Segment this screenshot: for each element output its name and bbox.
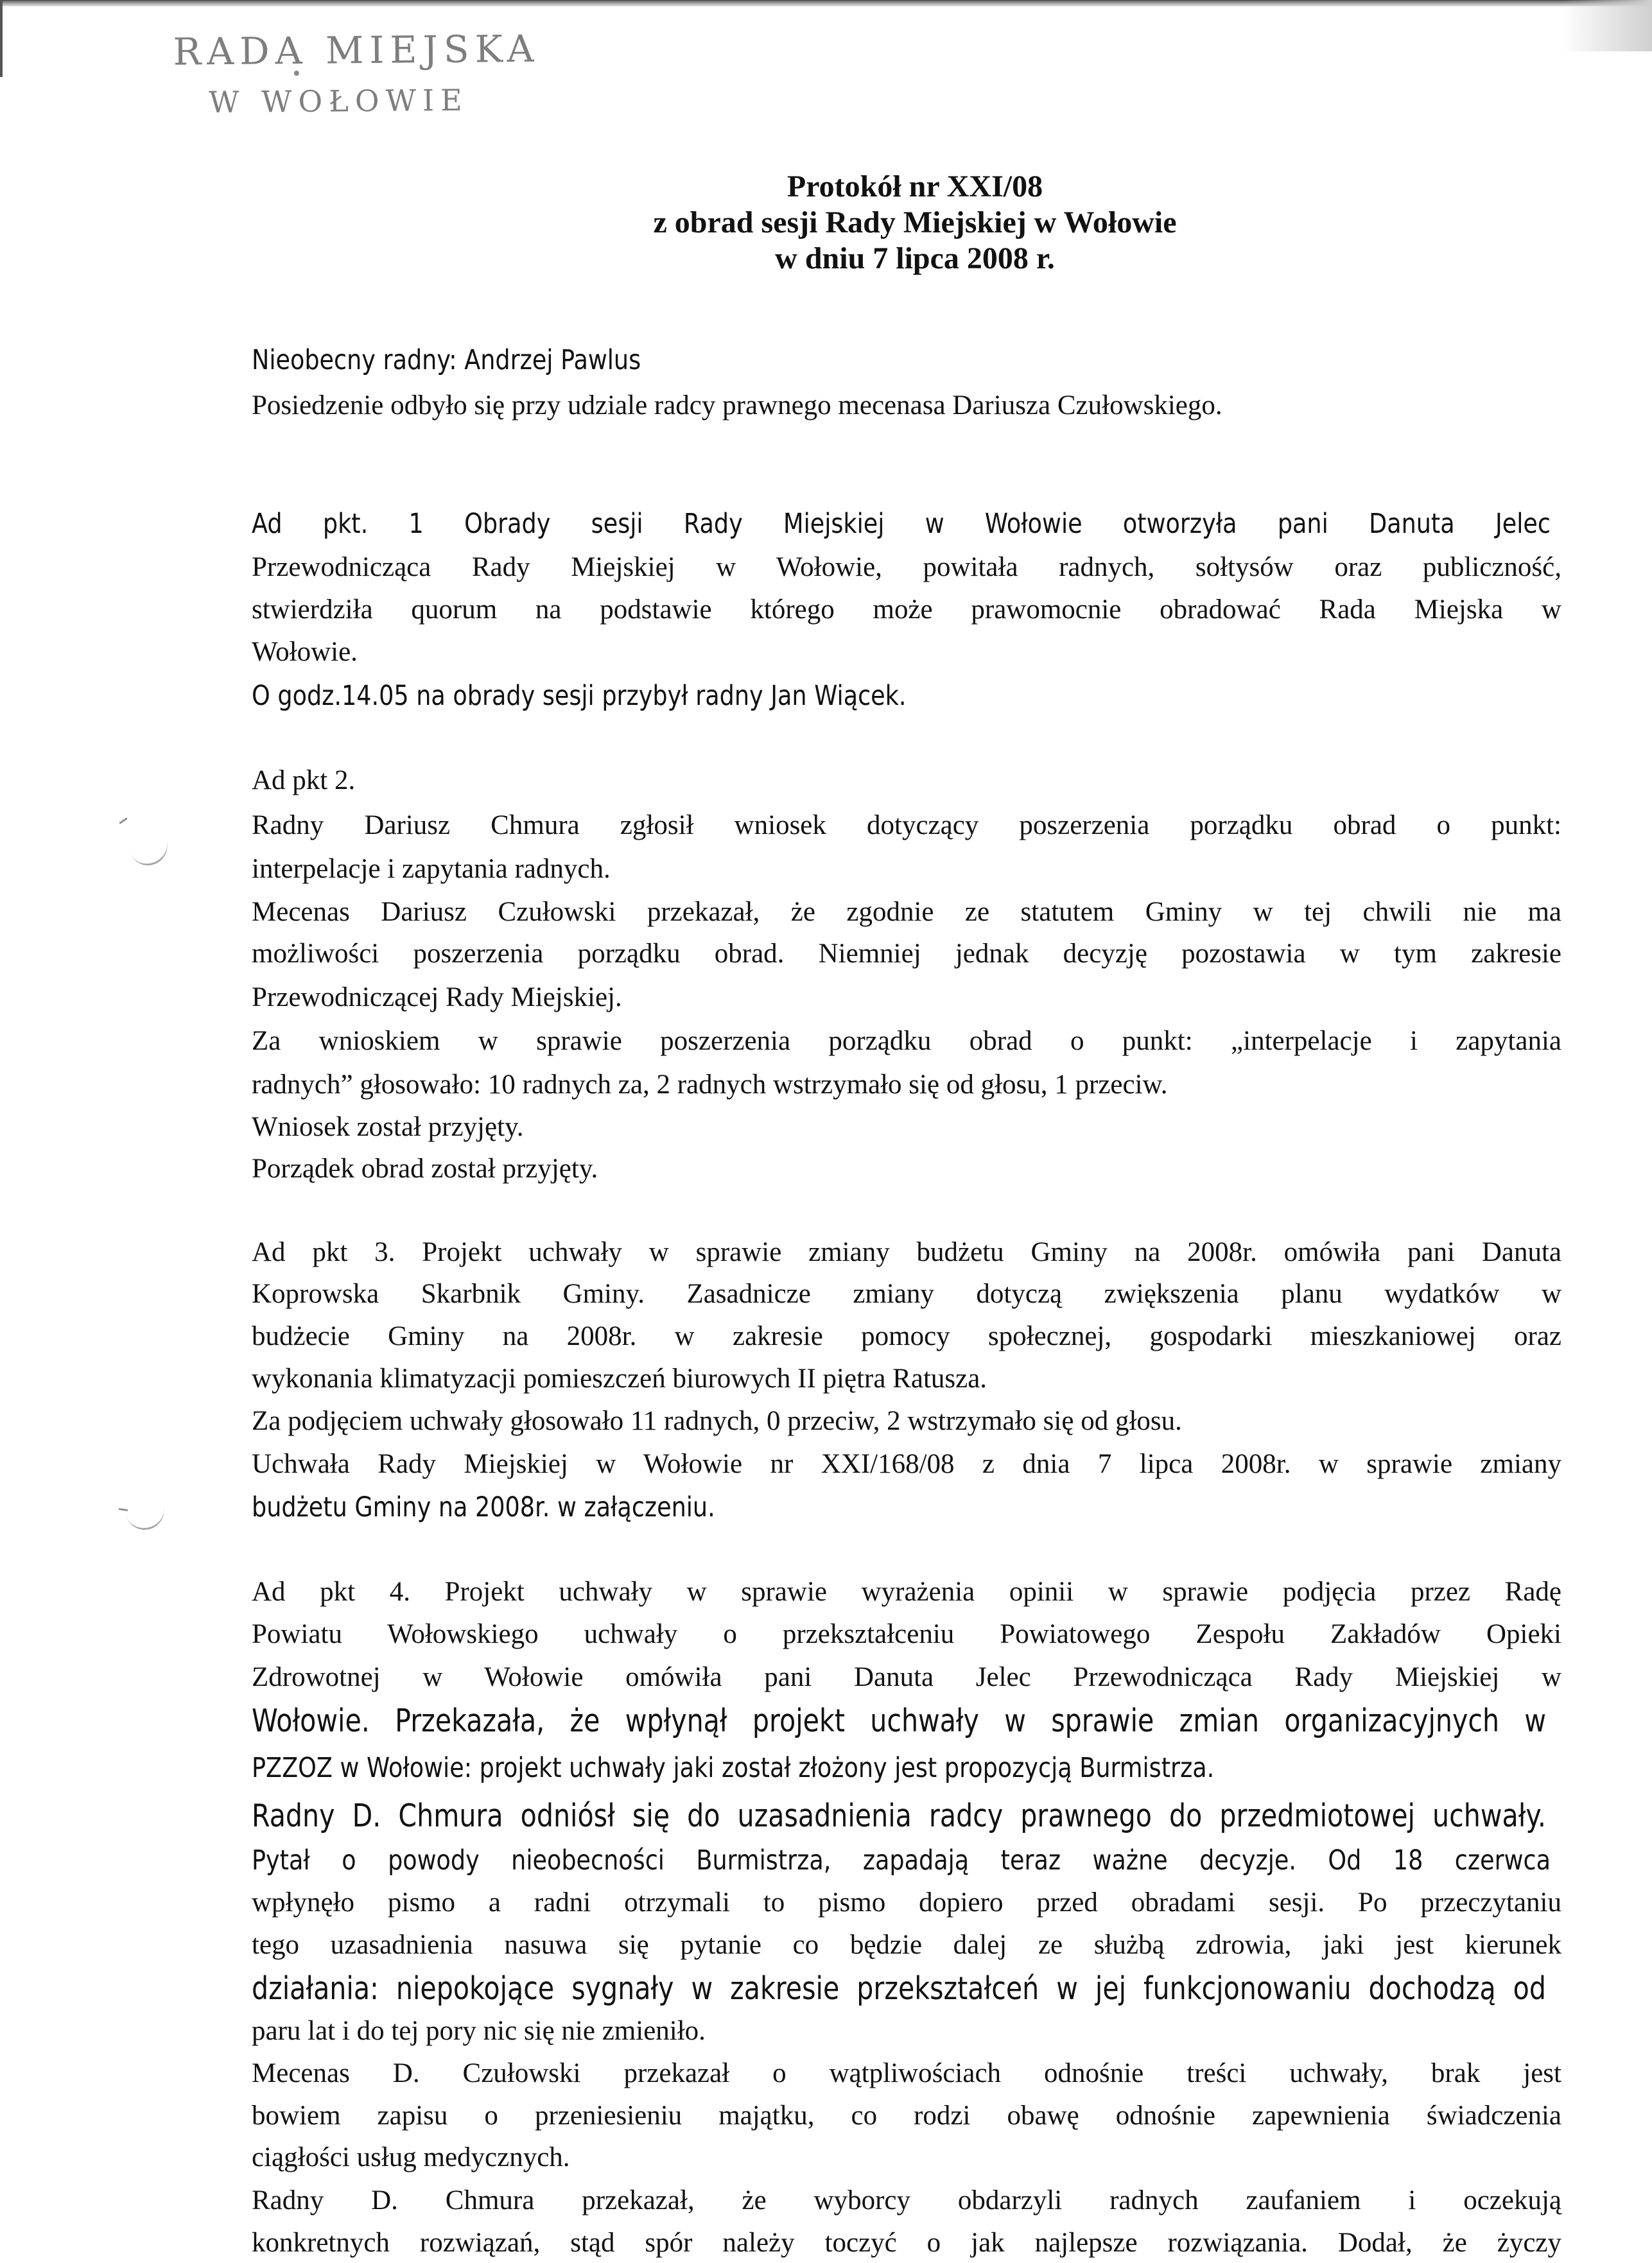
item-4-line-4: Wołowie. Przekazała, że wpłynął projekt uchwały w sprawie zmian organizacyjnych w (252, 1703, 1546, 1739)
item-4-line-7: Pytał o powody nieobecności Burmistrza, zapadają teraz ważne decyzje. Od 18 czerwca (252, 1844, 1551, 1877)
item-1-line-2: Przewodnicząca Rady Miejskiej w Wołowie, powitała radnych, sołtysów oraz publiczność, (252, 552, 1561, 582)
item-4-line-5: PZZOZ w Wołowie: projekt uchwały jaki został złożony jest propozycją Burmistrza. (252, 1752, 1215, 1784)
item-2-heading: Ad pkt 2. (252, 765, 356, 795)
item-2-line-3: interpelacje i zapytania radnych. (252, 854, 611, 884)
item-4-line-11: paru lat i do tej pory nic się nie zmieniło. (252, 2016, 706, 2046)
protocol-number: Protokół nr XXI/08 (787, 169, 1043, 204)
item-4-line-6: Radny D. Chmura odniósł się do uzasadnienia radcy prawnego do przedmiotowej uchwały. (252, 1798, 1546, 1834)
item-2-line-7: Za wnioskiem w sprawie poszerzenia porządku obrad o punkt: „interpelacje i zapytania (252, 1026, 1561, 1056)
item-4-line-1: Ad pkt 4. Projekt uchwały w sprawie wyrażenia opinii w sprawie podjęcia przez Radę (252, 1577, 1561, 1607)
item-4-line-10: działania: niepokojące sygnały w zakresie przekształceń w jej funkcjonowaniu dochodzą od (252, 1970, 1546, 2007)
item-4-line-8: wpłynęło pismo a radni otrzymali to pismo dopiero przed obradami sesji. Po przeczytaniu (252, 1887, 1561, 1918)
item-3-line-4: wykonania klimatyzacji pomieszczeń biurowych II piętra Ratusza. (252, 1364, 987, 1394)
item-2-line-4: Mecenas Dariusz Czułowski przekazał, że zgodnie ze statutem Gminy w tej chwili nie ma (252, 897, 1561, 927)
item-3-line-3: budżecie Gminy na 2008r. w zakresie pomocy społecznej, gospodarki mieszkaniowej oraz (252, 1321, 1561, 1351)
stamp-line-2: W WOŁOWIE (209, 82, 469, 120)
stamp-line-1: RADA MIEJSKA (173, 26, 540, 74)
item-3-line-5: Za podjęciem uchwały głosowało 11 radnych, 0 przeciw, 2 wstrzymało się od głosu. (252, 1406, 1182, 1436)
item-4-line-9: tego uzasadnienia nasuwa się pytanie co będzie dalej ze służbą zdrowia, jaki jest kierunek (252, 1930, 1561, 1960)
item-2-line-6: Przewodniczącej Rady Miejskiej. (252, 982, 622, 1012)
item-4-line-13: bowiem zapisu o przeniesieniu majątku, co rodzi obawę odnośnie zapewnienia świadczenia (252, 2101, 1561, 2131)
item-4-line-15: Radny D. Chmura przekazał, że wyborcy obdarzyli radnych zaufaniem i oczekują (252, 2185, 1561, 2215)
protocol-header (578, 169, 1252, 277)
city-council-stamp (173, 26, 571, 139)
item-4-line-12: Mecenas D. Czułowski przekazał o wątpliwościach odnośnie treści uchwały, brak jest (252, 2058, 1561, 2088)
scan-left-border (0, 0, 3, 77)
item-1-line-5: O godz.14.05 na obrady sesji przybył radny Jan Wiącek. (252, 680, 907, 712)
item-2-line-2: Radny Dariusz Chmura zgłosił wniosek dotyczący poszerzenia porządku obrad o punkt: (252, 810, 1561, 840)
scan-top-border (0, 0, 1652, 6)
legal-advisor-line: Posiedzenie odbyło się przy udziale radcy prawnego mecenasa Dariusza Czułowskiego. (252, 390, 1222, 421)
item-2-line-8: radnych” głosowało: 10 radnych za, 2 radnych wstrzymało się od głosu, 1 przeciw. (252, 1070, 1168, 1100)
margin-pencil-tick (119, 817, 127, 824)
margin-pencil-mark (121, 1486, 168, 1533)
item-1-line-1: Ad pkt. 1 Obrady sesji Rady Miejskiej w Wołowie otworzyła pani Danuta Jelec (252, 508, 1551, 540)
session-date: w dniu 7 lipca 2008 r. (775, 241, 1055, 275)
item-1-line-4: Wołowie. (252, 637, 358, 667)
absent-councillor-line: Nieobecny radny: Andrzej Pawlus (252, 344, 641, 376)
item-4-line-14: ciągłości usług medycznych. (252, 2142, 570, 2172)
item-4-line-3: Zdrowotnej w Wołowie omówiła pani Danuta Jelec Przewodnicząca Rady Miejskiej w (252, 1662, 1561, 1692)
item-3-line-2: Koprowska Skarbnik Gminy. Zasadnicze zmiany dotyczą zwiększenia planu wydatków w (252, 1279, 1561, 1309)
item-3-line-1: Ad pkt 3. Projekt uchwały w sprawie zmiany budżetu Gminy na 2008r. omówiła pani Danuta (252, 1237, 1561, 1267)
margin-pencil-mark (123, 820, 173, 871)
item-3-line-7: budżetu Gminy na 2008r. w załączeniu. (252, 1491, 715, 1523)
session-title: z obrad sesji Rady Miejskiej w Wołowie (653, 205, 1177, 239)
item-2-line-5: możliwości poszerzenia porządku obrad. Niemniej jednak decyzję pozostawia w tym zakresie (252, 939, 1561, 969)
item-4-line-16: konkretnych rozwiązań, stąd spór należy toczyć o jak najlepsze rozwiązania. Dodał, że życzy (252, 2228, 1561, 2258)
item-2-line-9: Wniosek został przyjęty. (252, 1112, 524, 1142)
item-3-line-6: Uchwała Rady Miejskiej w Wołowie nr XXI/168/08 z dnia 7 lipca 2008r. w sprawie zmiany (252, 1449, 1561, 1479)
item-1-line-3: stwierdziła quorum na podstawie którego może prawomocnie obradować Rada Miejska w (252, 594, 1561, 625)
item-4-line-2: Powiatu Wołowskiego uchwały o przekształceniu Powiatowego Zespołu Zakładów Opieki (252, 1619, 1561, 1649)
item-2-line-10: Porządek obrad został przyjęty. (252, 1154, 598, 1184)
scan-top-right-shadow (1562, 0, 1652, 51)
